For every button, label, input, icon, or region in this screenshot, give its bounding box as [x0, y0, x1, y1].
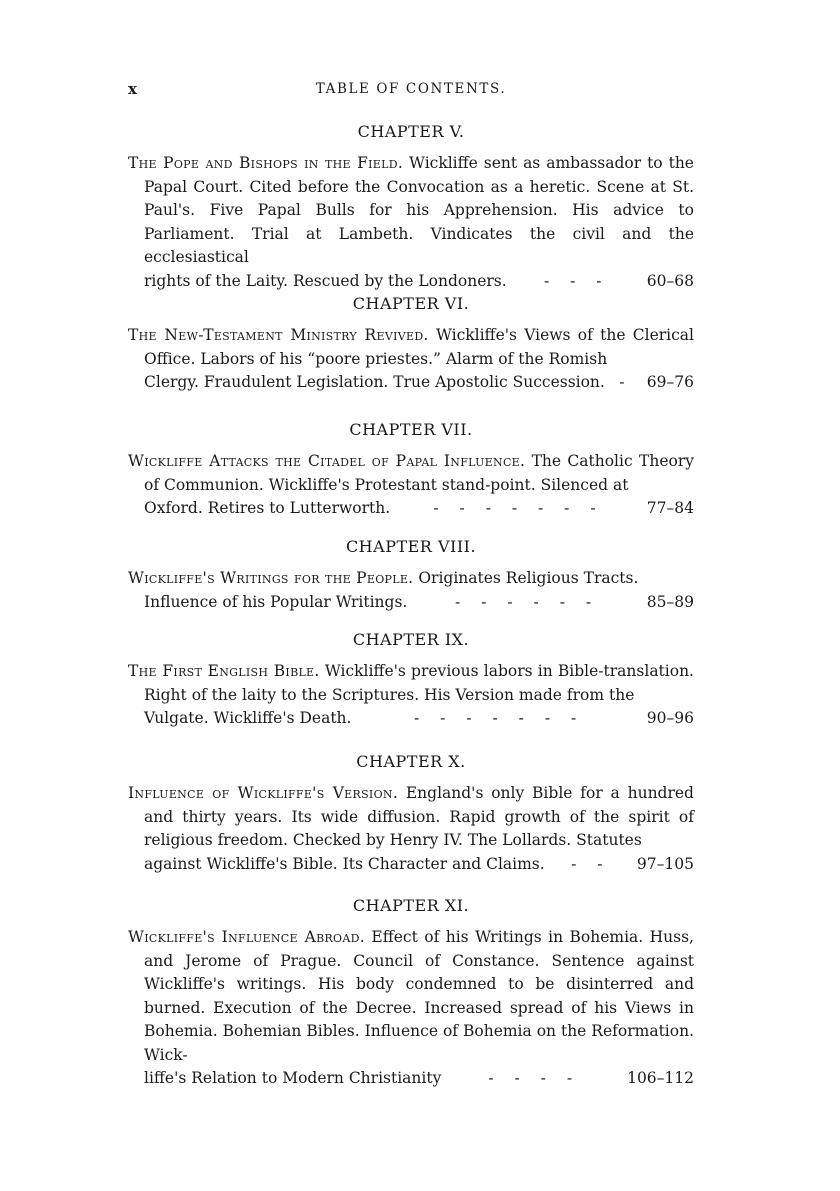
chapter-viii	[128, 535, 694, 614]
chapter-vi	[128, 292, 694, 395]
page-range: 77–84	[646, 499, 694, 517]
chapter-heading: CHAPTER X.	[356, 752, 466, 771]
chapter-heading: CHAPTER V.	[357, 122, 465, 141]
page-range: 90–96	[646, 709, 694, 727]
last-line-text: Influence of his Popular Writings.	[144, 592, 408, 611]
chapter-last-line	[144, 853, 694, 877]
last-line-text: liffe's Relation to Modern Christianity	[144, 1069, 442, 1087]
chapter-summary	[128, 152, 694, 293]
last-line-text: Clergy. Fraudulent Legislation. True Apostolic Succession.	[144, 373, 605, 391]
running-header	[128, 80, 694, 102]
chapter-heading: CHAPTER VI.	[352, 294, 470, 313]
dot-leaders: - - - - - - -	[433, 499, 604, 517]
chapter-last-line	[144, 497, 694, 521]
chapter-vii	[128, 418, 694, 521]
chapter-title: The New-Testament Ministry Revived.	[128, 326, 429, 344]
chapter-summary	[128, 926, 694, 1091]
page-range: 106–112	[627, 1069, 694, 1087]
chapter-last-line	[144, 270, 694, 294]
chapter-summary	[128, 450, 694, 521]
chapter-text: Wickliffe sent as ambassador to the Papal Court. Cited before the Convocation as a heretic. Scene at St. Paul's. Five Papal Bulls for his Apprehension. His advice to Parliament. Trial at Lambeth. Vindicates the civil and the ecclesiastical	[144, 154, 694, 266]
chapter-heading: CHAPTER VIII.	[345, 537, 477, 556]
chapter-text: Originates Religious Tracts.	[418, 569, 639, 587]
chapter-heading: CHAPTER XI.	[352, 896, 470, 915]
chapter-text: England's only Bible for a hundred and thirty years. Its wide diffusion. Rapid growth of the spirit of religious freedom. Checked by Henry IV. The Lollards. Statutes	[144, 784, 694, 849]
dot-leaders: - - - -	[488, 1069, 581, 1087]
chapter-text: Wickliffe's Views of the Clerical Office. Labors of his “poore priestes.” Alarm of the Romish	[144, 326, 694, 368]
chapter-title: Wickliffe's Writings for the People.	[128, 569, 414, 587]
chapter-text: Effect of his Writings in Bohemia. Huss, and Jerome of Prague. Council of Constance. Sentence against Wickliffe's writings. His body condemned to be disinterred and burned. Execution of the Decree. Increased spread of his Views in Bohemia. Bohemian Bibles. Influence of Bohemia on the Reformation. Wick-	[144, 928, 694, 1064]
last-line-text: rights of the Laity. Rescued by the Londoners.	[144, 271, 507, 290]
chapter-last-line	[144, 1067, 694, 1091]
chapter-title: Influence of Wickliffe's Version.	[128, 784, 399, 802]
last-line-text: Oxford. Retires to Lutterworth.	[144, 499, 391, 517]
chapter-title: Wickliffe Attacks the Citadel of Papal Influence.	[128, 452, 526, 470]
page-range: 60–68	[646, 271, 694, 290]
chapter-heading: CHAPTER VII.	[349, 420, 473, 439]
chapter-title: Wickliffe's Influence Abroad.	[128, 928, 365, 946]
dot-leaders: - - - - - - -	[414, 709, 585, 727]
chapter-text: Wickliffe's previous labors in Bible-translation. Right of the laity to the Scriptures. His Version made from the	[144, 662, 694, 704]
dot-leaders: - -	[571, 854, 611, 873]
chapter-ix	[128, 628, 694, 731]
chapter-summary	[128, 660, 694, 731]
dot-leaders: - - - - - -	[455, 592, 600, 611]
chapter-last-line	[144, 707, 694, 731]
chapter-last-line	[144, 371, 694, 395]
chapter-last-line	[144, 591, 694, 615]
chapter-title: The Pope and Bishops in the Field.	[128, 154, 404, 172]
chapter-summary	[128, 567, 694, 614]
chapter-v	[128, 120, 694, 293]
dot-leaders: - - -	[543, 271, 610, 290]
page-range: 85–89	[646, 592, 694, 611]
chapter-summary	[128, 324, 694, 395]
last-line-text: Vulgate. Wickliffe's Death.	[144, 709, 352, 727]
page-folio: x	[128, 80, 139, 98]
page-range: 97–105	[636, 854, 694, 873]
dot-leaders: -	[619, 373, 633, 391]
chapter-x	[128, 750, 694, 876]
chapter-heading: CHAPTER IX.	[352, 630, 470, 649]
last-line-text: against Wickliffe's Bible. Its Character and Claims.	[144, 854, 545, 873]
chapter-summary	[128, 782, 694, 876]
chapter-title: The First English Bible.	[128, 662, 320, 680]
running-title: TABLE OF CONTENTS.	[315, 81, 507, 97]
chapter-text: The Catholic Theory of Communion. Wickliffe's Protestant stand-point. Silenced at	[144, 452, 694, 494]
page-range: 69–76	[646, 373, 694, 391]
chapter-xi	[128, 894, 694, 1091]
